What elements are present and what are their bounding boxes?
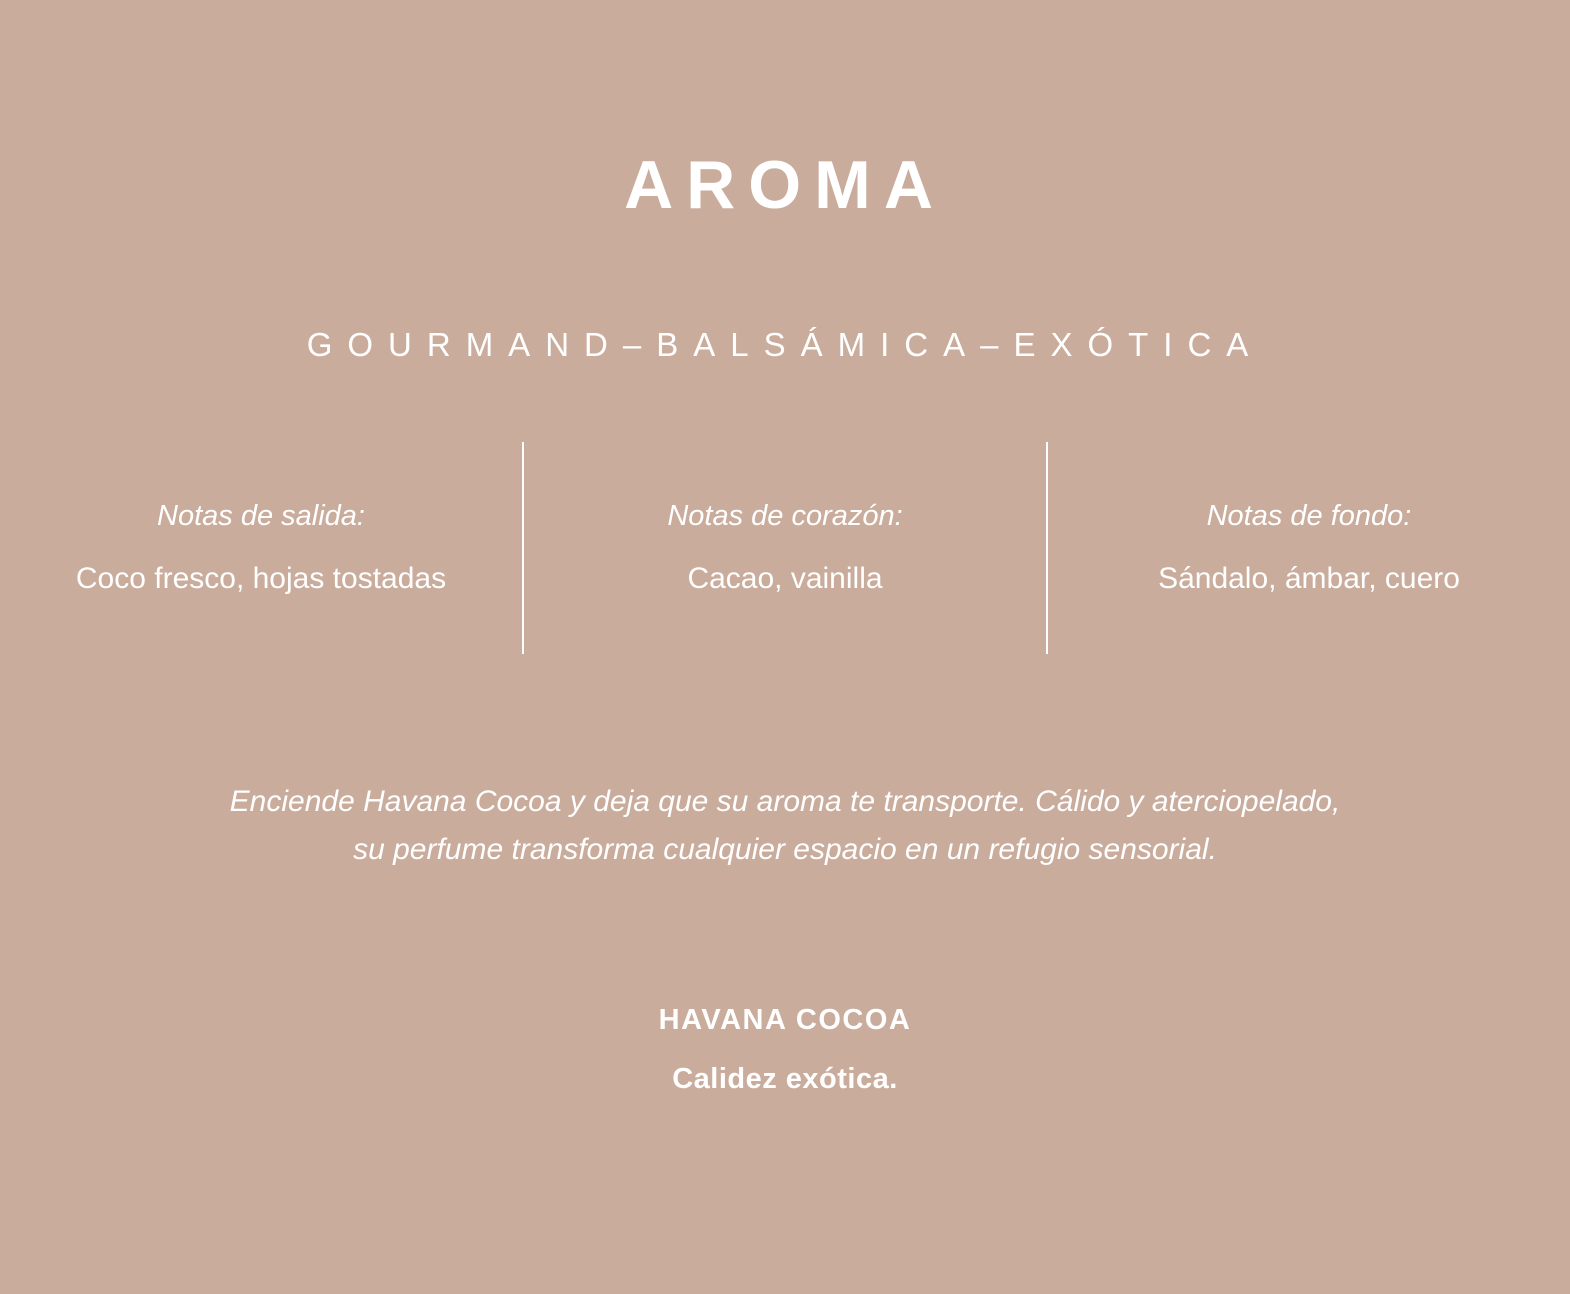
heart-notes-column [524, 499, 1046, 597]
heart-notes-value: Cacao, vainilla [687, 562, 883, 596]
product-tagline: Calidez exótica. [672, 1063, 898, 1096]
product-name: HAVANA COCOA [658, 1004, 912, 1037]
top-notes-column [0, 499, 522, 597]
top-notes-label: Notas de salida: [157, 500, 365, 533]
base-notes-column [1048, 499, 1570, 597]
heart-notes-label: Notas de corazón: [667, 500, 903, 533]
top-notes-value: Coco fresco, hojas tostadas [75, 562, 447, 596]
page-title: AROMA [624, 147, 946, 223]
fragrance-notes-row [0, 442, 1570, 654]
fragrance-family-subtitle: GOURMAND–BALSÁMICA–EXÓTICA [306, 326, 1264, 364]
description-paragraph: Enciende Havana Cocoa y deja que su aroma te transporte. Cálido y aterciopelado, su perfume transforma cualquier espacio en un refugio sensorial. [229, 785, 1341, 867]
base-notes-value: Sándalo, ámbar, cuero [1158, 562, 1460, 596]
base-notes-label: Notas de fondo: [1206, 500, 1412, 533]
